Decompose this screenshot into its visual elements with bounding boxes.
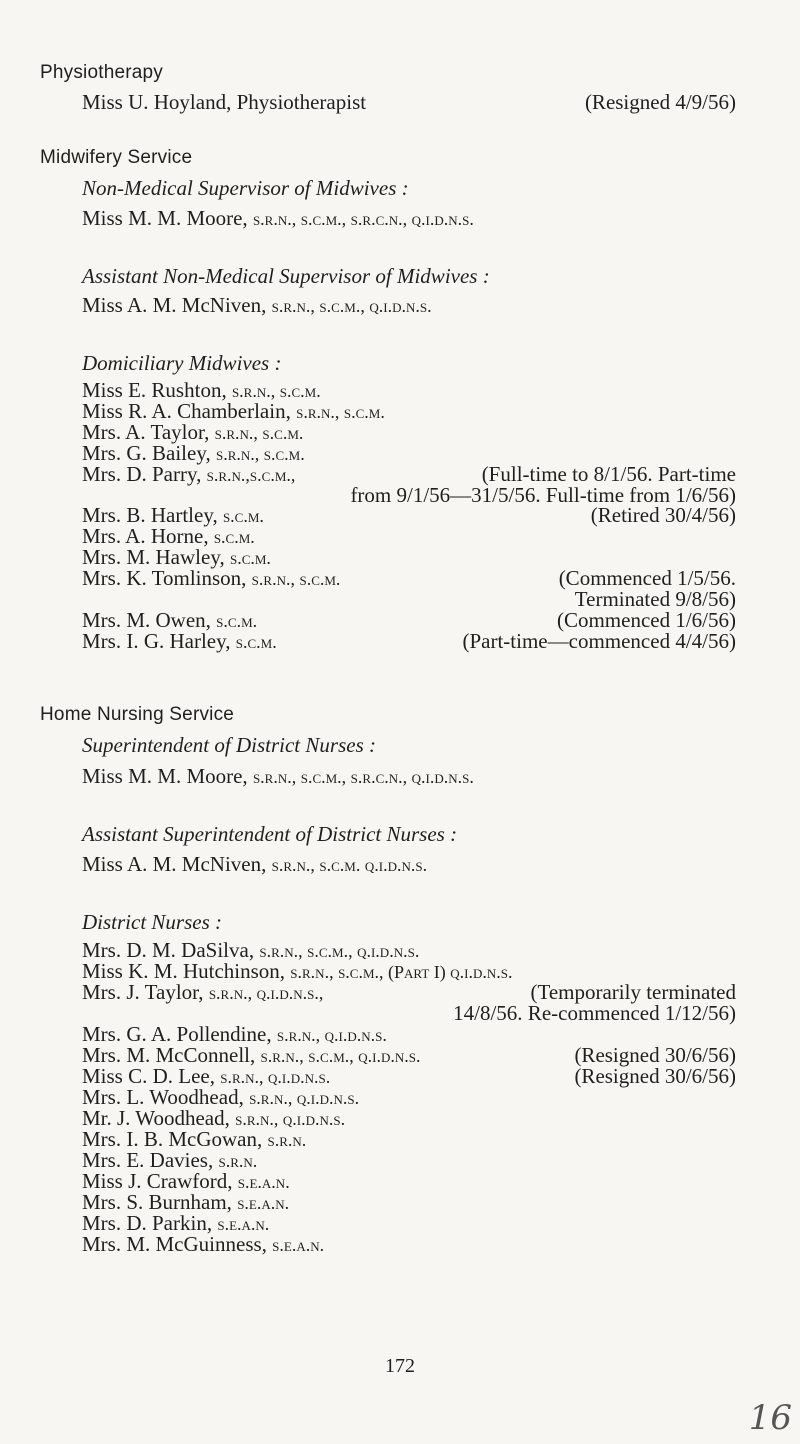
- district-nurse-entry-quals: s.r.n., s.c.m., (Part I) q.i.d.n.s.: [290, 962, 513, 982]
- midwife-entry-quals: s.c.m.: [213, 527, 255, 548]
- assistant-superintendent-entry: [82, 852, 736, 877]
- midwife-entry-note-continued: from 9/1/56—31/5/56. Full-time from 1/6/56): [350, 482, 736, 507]
- midwife-entry: [82, 629, 736, 654]
- midwifery-assistant-title: Assistant Non-Medical Supervisor of Midwives :: [82, 264, 490, 288]
- midwife-entry-quals: s.c.m.: [229, 548, 271, 569]
- midwife-entry-name: Mrs. G. Bailey,: [82, 440, 211, 465]
- district-nurse-entry-name: Mrs. I. B. McGowan,: [82, 1127, 263, 1151]
- district-nurse-entry-quals: s.r.n., q.i.d.n.s.: [276, 1025, 387, 1045]
- district-nurse-entry-name: Mr. J. Woodhead,: [82, 1106, 230, 1130]
- district-nurse-entry-quals: s.r.n.: [267, 1130, 307, 1150]
- handwritten-corner-mark: 16: [748, 1398, 792, 1438]
- midwifery-supervisor-entry: [82, 206, 736, 231]
- home-nursing-heading: Home Nursing Service: [40, 704, 235, 725]
- assistant-superintendent-quals: s.r.n., s.c.m. q.i.d.n.s.: [271, 855, 428, 875]
- midwife-entry-quals: s.c.m.: [222, 506, 264, 527]
- midwife-entry-quals: s.r.n., s.c.m.: [215, 443, 305, 464]
- district-nurse-entry-name: Mrs. M. McConnell,: [82, 1043, 256, 1067]
- physiotherapist-name: Miss U. Hoyland, Physiotherapist: [82, 90, 367, 114]
- district-nurse-entry-note: (Resigned 30/6/56): [574, 1043, 736, 1067]
- midwife-entry-name: Mrs. K. Tomlinson,: [82, 566, 247, 591]
- domiciliary-midwives-title: Domiciliary Midwives :: [82, 351, 282, 375]
- midwife-entry-note: (Retired 30/4/56): [590, 503, 736, 528]
- district-nurse-entry-quals: s.r.n., s.c.m., q.i.d.n.s.: [260, 1046, 421, 1066]
- district-nurse-entry-name: Mrs. J. Taylor,: [82, 980, 204, 1004]
- district-nurse-entry-note: (Resigned 30/6/56): [574, 1064, 736, 1088]
- district-nurse-entry-quals: s.e.a.n.: [217, 1214, 270, 1234]
- midwife-entry-quals: s.c.m.: [235, 631, 277, 652]
- district-nurse-entry-quals: s.e.a.n.: [237, 1193, 290, 1213]
- district-nurse-entry-quals: s.e.a.n.: [272, 1235, 325, 1255]
- midwife-entry-name: Mrs. M. Owen,: [82, 607, 211, 632]
- midwife-entry-name: Mrs. A. Taylor,: [82, 419, 210, 444]
- midwife-entry-note: (Commenced 1/5/56.: [558, 566, 736, 591]
- midwife-entry-quals: s.c.m.: [216, 610, 258, 631]
- district-nurse-entry-quals: s.r.n., s.c.m., q.i.d.n.s.: [259, 941, 420, 961]
- midwifery-assistant-name: Miss A. M. McNiven,: [82, 293, 267, 317]
- assistant-superintendent-name: Miss A. M. McNiven,: [82, 852, 267, 876]
- district-nurse-entry-name: Mrs. L. Woodhead,: [82, 1085, 244, 1109]
- district-nurse-entry-name: Miss K. M. Hutchinson,: [82, 959, 286, 983]
- physiotherapist-entry: [82, 90, 736, 114]
- midwife-entry-note: (Part-time—commenced 4/4/56): [462, 628, 736, 653]
- district-nurse-entry-quals: s.r.n., q.i.d.n.s.: [249, 1088, 360, 1108]
- midwife-entry-name: Mrs. M. Hawley,: [82, 545, 225, 570]
- page-number: 172: [385, 1355, 415, 1377]
- district-nurse-entry-quals: s.r.n., q.i.d.n.s.: [220, 1067, 331, 1087]
- midwife-entry-quals: s.r.n.,s.c.m.,: [206, 464, 296, 485]
- midwife-entry-name: Mrs. D. Parry,: [82, 461, 202, 486]
- district-nurse-entry-name: Miss J. Crawford,: [82, 1169, 233, 1193]
- district-nurse-entry-name: Mrs. G. A. Pollendine,: [82, 1022, 272, 1046]
- district-nurse-entry-name: Miss C. D. Lee,: [82, 1064, 215, 1088]
- midwife-entry-name: Miss R. A. Chamberlain,: [82, 398, 291, 423]
- district-nurses-title: District Nurses :: [82, 910, 223, 934]
- physiotherapist-note: (Resigned 4/9/56): [584, 90, 736, 114]
- district-nurse-entry-quals: s.e.a.n.: [237, 1172, 290, 1192]
- midwifery-heading: Midwifery Service: [40, 147, 193, 168]
- midwifery-assistant-quals: s.r.n., s.c.m., q.i.d.n.s.: [271, 296, 432, 316]
- midwifery-supervisor-quals: s.r.n., s.c.m., s.r.c.n., q.i.d.n.s.: [252, 209, 474, 229]
- midwife-entry-quals: s.r.n., s.c.m.: [296, 401, 385, 422]
- district-nurse-entry-quals: s.r.n.: [218, 1151, 258, 1171]
- midwife-entry-note: (Commenced 1/6/56): [556, 607, 736, 632]
- superintendent-quals: s.r.n., s.c.m., s.r.c.n., q.i.d.n.s.: [252, 767, 474, 787]
- superintendent-name: Miss M. M. Moore,: [82, 764, 248, 788]
- midwifery-supervisor-title: Non-Medical Supervisor of Midwives :: [82, 176, 409, 200]
- district-nurse-entry-quals: s.r.n., q.i.d.n.s.,: [208, 983, 324, 1003]
- midwife-entry-name: Mrs. I. G. Harley,: [82, 628, 231, 653]
- district-nurse-entry-quals: s.r.n., q.i.d.n.s.: [235, 1109, 346, 1129]
- midwife-entry-name: Mrs. A. Horne,: [82, 524, 209, 549]
- midwifery-supervisor-name: Miss M. M. Moore,: [82, 206, 248, 230]
- physiotherapy-heading: Physiotherapy: [40, 62, 164, 83]
- midwifery-assistant-entry: [82, 293, 736, 318]
- district-nurse-entry-name: Mrs. M. McGuinness,: [82, 1232, 267, 1256]
- district-nurse-entry-name: Mrs. E. Davies,: [82, 1148, 214, 1172]
- district-nurse-entry-name: Mrs. D. M. DaSilva,: [82, 938, 255, 962]
- midwife-entry-name: Mrs. B. Hartley,: [82, 503, 218, 528]
- assistant-superintendent-title: Assistant Superintendent of District Nurses :: [82, 822, 458, 846]
- district-nurse-entry-name: Mrs. D. Parkin,: [82, 1211, 213, 1235]
- midwife-entry-quals: s.r.n., s.c.m.: [231, 381, 321, 401]
- midwife-entry-note: (Full-time to 8/1/56. Part-time: [481, 461, 736, 486]
- midwife-entry-note-continued: Terminated 9/8/56): [574, 587, 736, 611]
- superintendent-title: Superintendent of District Nurses :: [82, 733, 376, 757]
- midwife-entry-quals: s.r.n., s.c.m.: [214, 422, 304, 443]
- district-nurse-entry: [82, 1232, 736, 1257]
- district-nurse-entry-note: (Temporarily terminated: [530, 980, 736, 1004]
- midwife-entry-quals: s.r.n., s.c.m.: [251, 569, 341, 590]
- midwife-entry-name: Miss E. Rushton,: [82, 378, 227, 402]
- district-nurse-entry-note-continued: 14/8/56. Re-commenced 1/12/56): [453, 1001, 736, 1025]
- superintendent-entry: [82, 764, 736, 789]
- district-nurse-entry-name: Mrs. S. Burnham,: [82, 1190, 232, 1214]
